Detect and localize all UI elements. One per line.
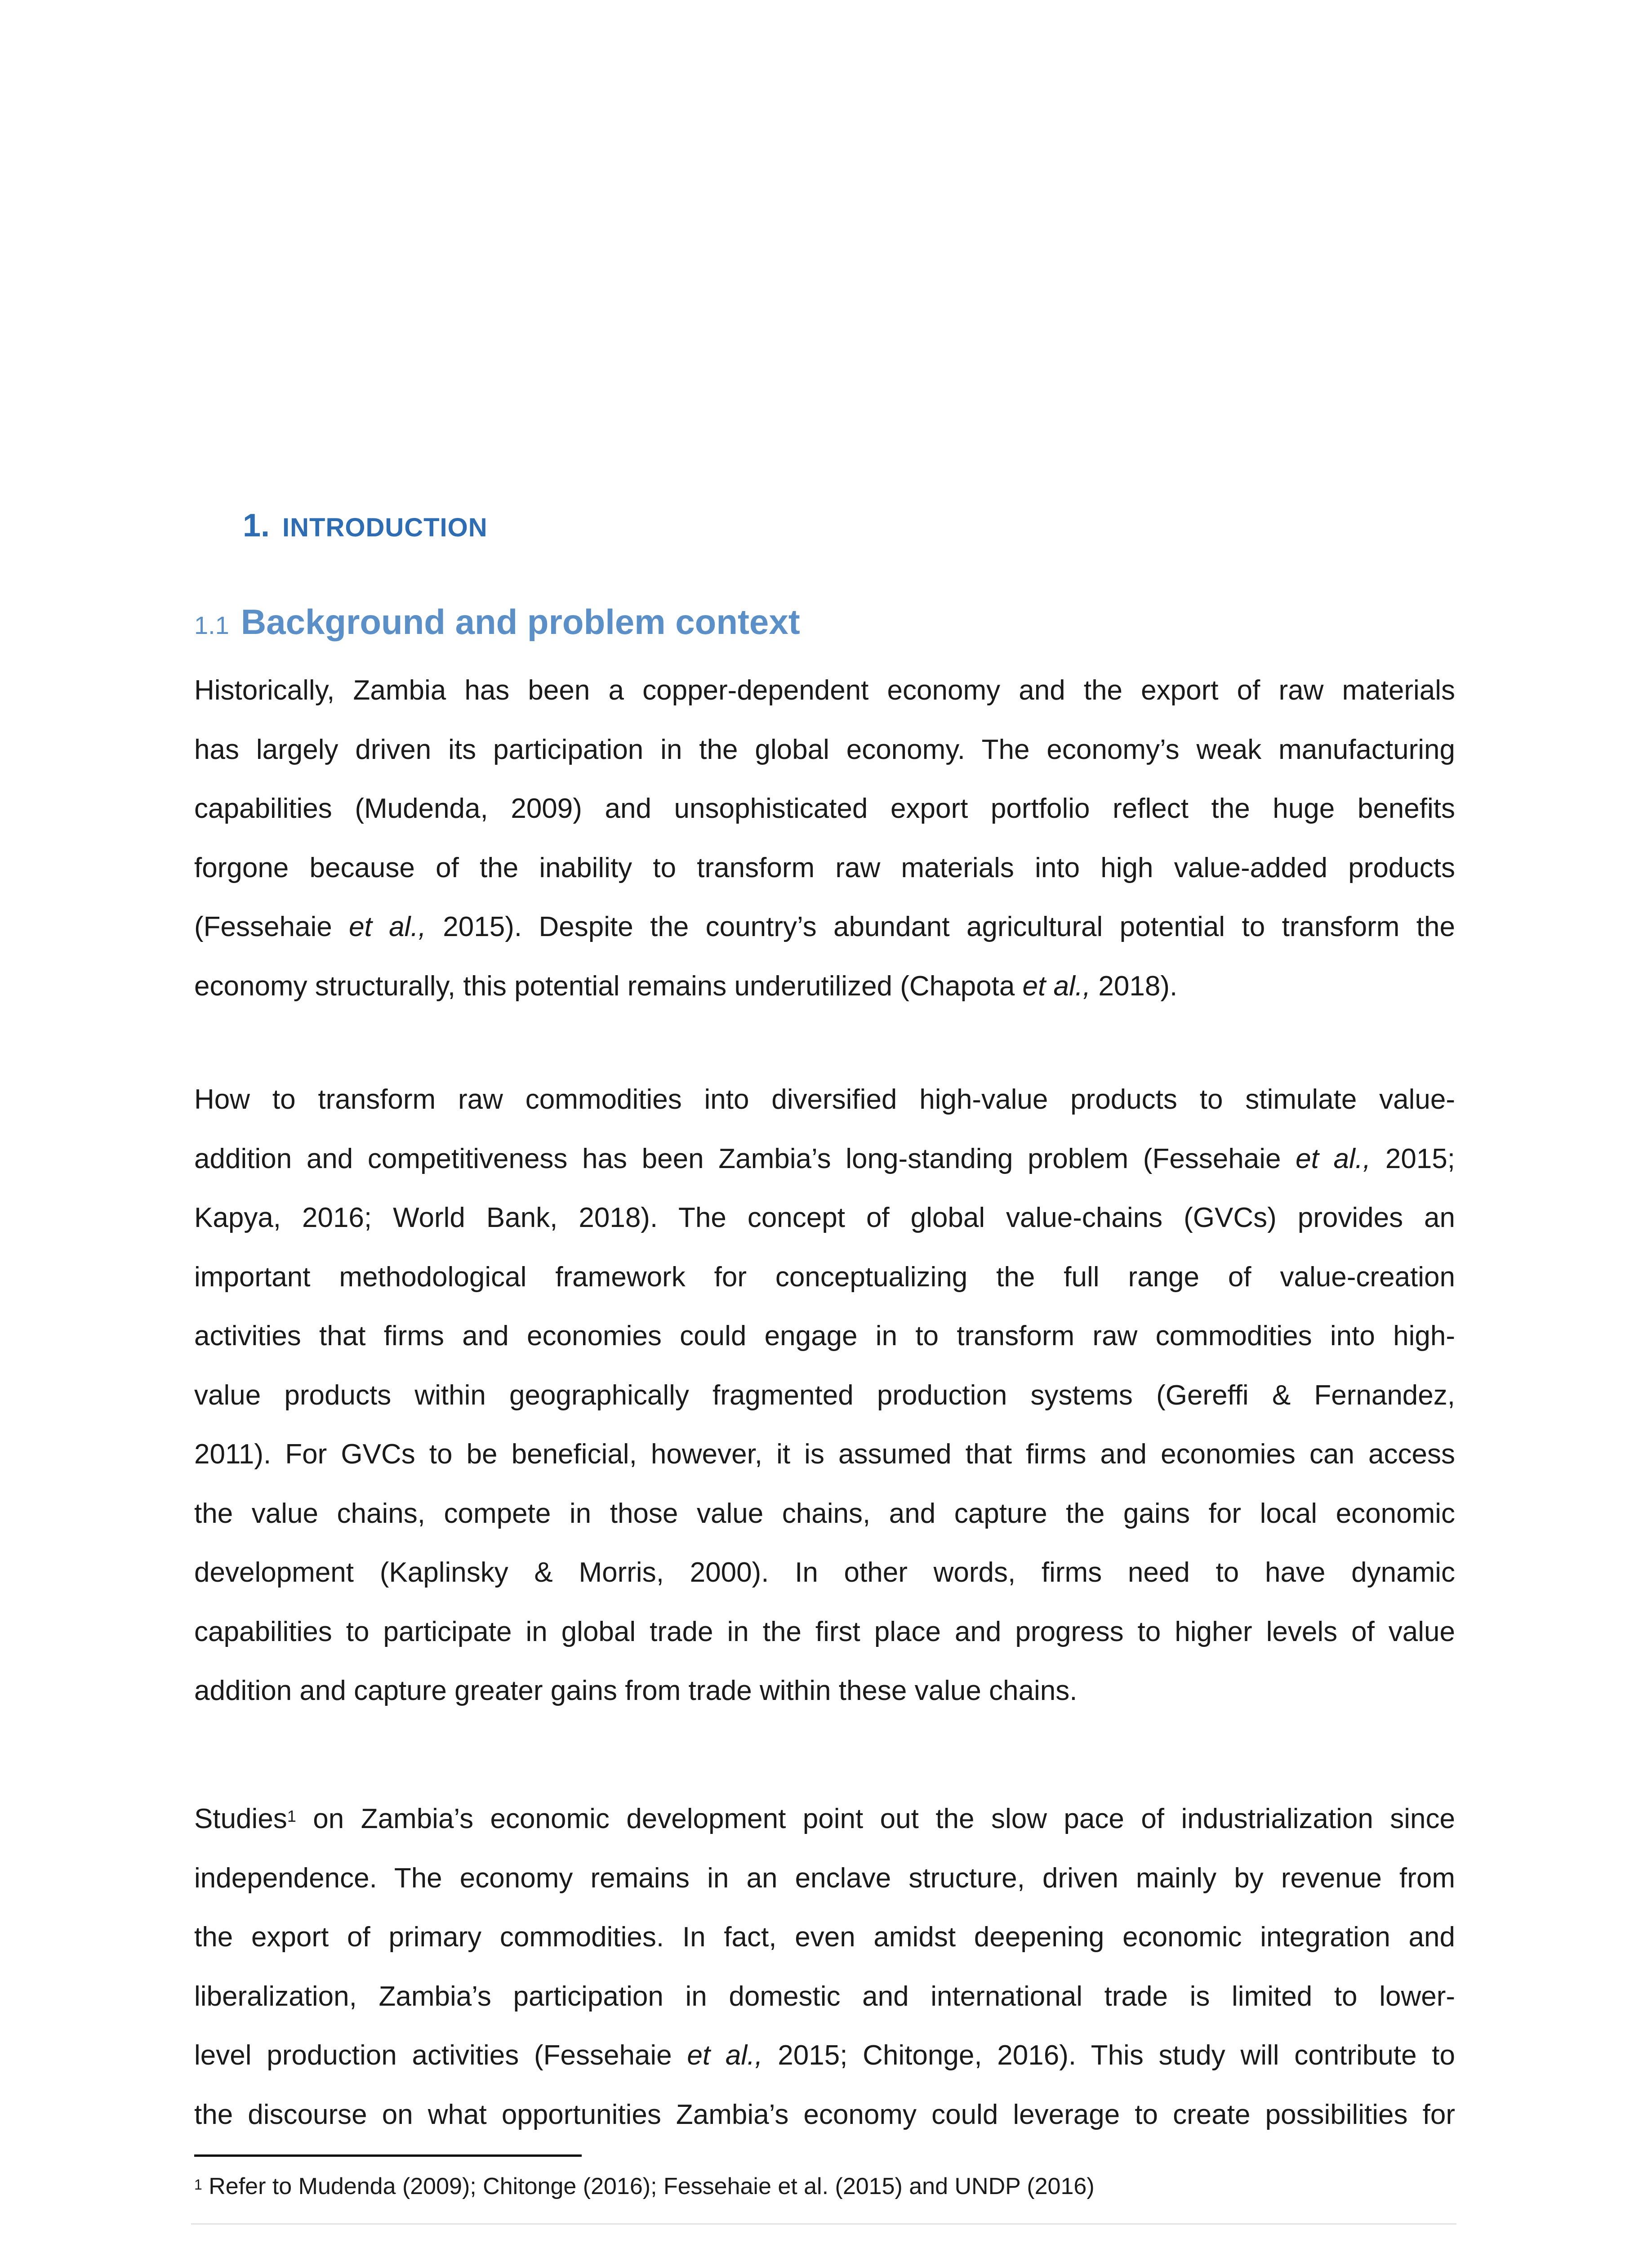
footnote-marker: 1 <box>194 2177 202 2193</box>
text-run: 2015; Chitonge, 2016). This study will contribute to <box>762 2040 1456 2071</box>
footnote-separator <box>194 2154 582 2157</box>
paragraph-line: liberalization, Zambia’s participation in domestic and international trade is limited to lower- <box>194 1980 1455 2012</box>
footer-divider <box>191 2223 1456 2225</box>
paragraph-line <box>194 957 1455 1016</box>
italic-text: et al., <box>1296 1143 1371 1174</box>
paragraph-line: independence. The economy remains in an enclave structure, driven mainly by revenue from <box>194 1862 1455 1894</box>
italic-text: et al., <box>1022 970 1091 1002</box>
text-run: 2018). <box>1091 970 1178 1002</box>
body-paragraph-1 <box>194 661 1455 1016</box>
paragraph-line <box>194 897 1455 957</box>
italic-text: et al., <box>349 911 426 942</box>
paragraph-line: addition and capture greater gains from trade within these value chains. <box>194 1675 1078 1706</box>
paragraph-line: the value chains, compete in those value chains, and capture the gains for local economic <box>194 1498 1455 1529</box>
paragraph-line: How to transform raw commodities into diversified high-value products to stimulate value- <box>194 1084 1455 1115</box>
footnote-reference[interactable]: 1 <box>287 1807 296 1825</box>
paragraph-line: Kapya, 2016; World Bank, 2018). The concept of global value-chains (GVCs) provides an <box>194 1202 1455 1233</box>
paragraph-line: capabilities to participate in global trade in the first place and progress to higher levels of value <box>194 1616 1455 1647</box>
section-heading <box>194 602 800 642</box>
paragraph-line: the discourse on what opportunities Zambia’s economy could leverage to create possibilities for <box>194 2099 1455 2130</box>
body-paragraph-3 <box>194 1789 1455 2144</box>
chapter-number: 1. <box>243 508 270 544</box>
text-run: on Zambia’s economic development point out the slow pace of industrialization since <box>296 1803 1455 1834</box>
text-run: (Fessehaie <box>194 911 349 942</box>
text-run: level production activities (Fessehaie <box>194 2040 687 2071</box>
paragraph-line <box>194 2026 1455 2085</box>
paragraph-line: forgone because of the inability to transform raw materials into high value-added products <box>194 852 1455 883</box>
paragraph-line: Historically, Zambia has been a copper-dependent economy and the export of raw materials <box>194 675 1455 706</box>
paragraph-line: important methodological framework for conceptualizing the full range of value-creation <box>194 1261 1455 1293</box>
paragraph-line: activities that firms and economies could engage in to transform raw commodities into high- <box>194 1320 1455 1351</box>
paragraph-line: has largely driven its participation in the global economy. The economy’s weak manufacturing <box>194 734 1455 765</box>
chapter-title: INTRODUCTION <box>282 513 488 542</box>
paragraph-line <box>194 1789 1455 1849</box>
footnote <box>194 2171 1095 2202</box>
text-run: 2015). Despite the country’s abundant agricultural potential to transform the <box>426 911 1455 942</box>
paragraph-line: development (Kaplinsky & Morris, 2000). In other words, firms need to have dynamic <box>194 1557 1455 1588</box>
text-run: Studies <box>194 1803 287 1834</box>
chapter-heading <box>243 507 488 544</box>
paragraph-line: value products within geographically fragmented production systems (Gereffi & Fernandez, <box>194 1379 1455 1411</box>
section-title: Background and problem context <box>240 602 800 642</box>
footnote-text: Refer to Mudenda (2009); Chitonge (2016); Fessehaie et al. (2015) and UNDP (2016) <box>202 2173 1095 2199</box>
paragraph-line: the export of primary commodities. In fact, even amidst deepening economic integration and <box>194 1922 1455 1953</box>
text-run: 2015; <box>1371 1143 1456 1174</box>
text-run: economy structurally, this potential remains underutilized (Chapota <box>194 970 1023 1002</box>
paragraph-line: capabilities (Mudenda, 2009) and unsophisticated export portfolio reflect the huge benefits <box>194 793 1455 824</box>
section-number: 1.1 <box>194 611 229 639</box>
text-run: addition and competitiveness has been Zambia’s long-standing problem (Fessehaie <box>194 1143 1296 1174</box>
body-paragraph-2 <box>194 1070 1455 1721</box>
paragraph-line <box>194 1129 1455 1189</box>
paragraph-line: 2011). For GVCs to be beneficial, however, it is assumed that firms and economies can access <box>194 1439 1455 1470</box>
italic-text: et al., <box>687 2040 763 2071</box>
